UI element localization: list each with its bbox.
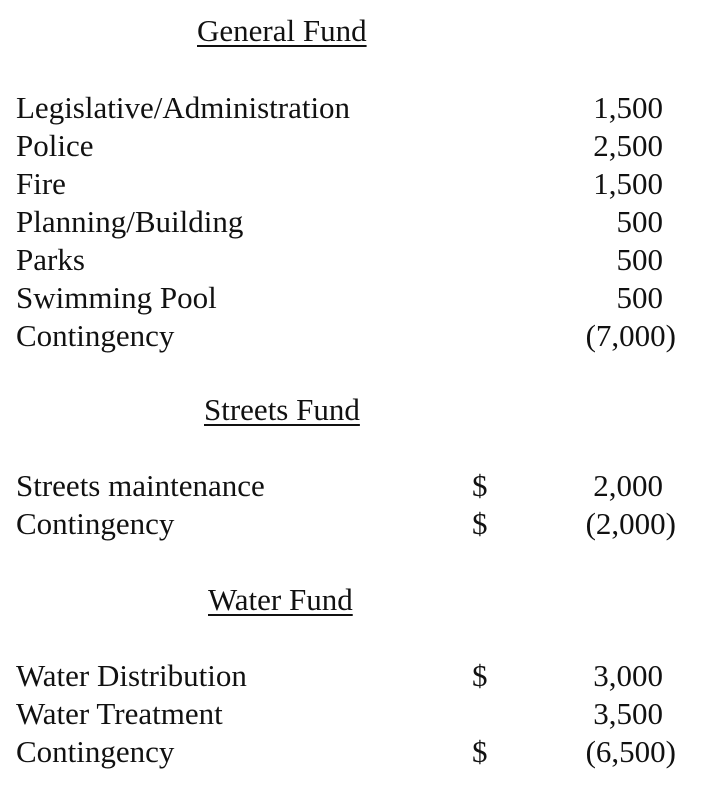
row-label: Fire <box>16 166 66 201</box>
row-amount: 500 <box>616 242 663 277</box>
table-row <box>16 505 676 543</box>
row-amount: 1,500 <box>593 166 663 201</box>
section-heading-general-fund: General Fund <box>197 13 367 48</box>
row-label: Contingency <box>16 734 175 769</box>
row-amount: (2,000) <box>585 506 676 541</box>
row-label: Water Distribution <box>16 658 247 693</box>
table-row <box>16 695 676 733</box>
water-fund-list <box>16 657 676 771</box>
table-row <box>16 317 676 355</box>
row-amount: 3,500 <box>593 696 663 731</box>
table-row <box>16 733 676 771</box>
table-row <box>16 467 676 505</box>
row-label: Swimming Pool <box>16 280 217 315</box>
row-label: Streets maintenance <box>16 468 265 503</box>
table-row <box>16 165 676 203</box>
section-heading-water-fund: Water Fund <box>208 582 353 617</box>
row-label: Legislative/Administration <box>16 90 351 125</box>
row-label: Contingency <box>16 318 175 353</box>
row-amount: 2,000 <box>593 468 663 503</box>
currency-symbol: $ <box>472 468 488 503</box>
currency-symbol: $ <box>472 506 488 541</box>
table-row <box>16 89 676 127</box>
row-label: Parks <box>16 242 85 277</box>
row-amount: (7,000) <box>585 318 676 353</box>
table-row <box>16 127 676 165</box>
row-amount: 500 <box>616 280 663 315</box>
row-label: Police <box>16 128 94 163</box>
general-fund-list <box>16 89 676 355</box>
row-amount: 1,500 <box>593 90 663 125</box>
row-amount: 500 <box>616 204 663 239</box>
section-heading-streets-fund: Streets Fund <box>204 392 360 427</box>
row-amount: 3,000 <box>593 658 663 693</box>
row-label: Planning/Building <box>16 204 244 239</box>
currency-symbol: $ <box>472 658 488 693</box>
table-row <box>16 203 676 241</box>
row-label: Water Treatment <box>16 696 223 731</box>
table-row <box>16 241 676 279</box>
currency-symbol: $ <box>472 734 488 769</box>
table-row <box>16 657 676 695</box>
row-label: Contingency <box>16 506 175 541</box>
row-amount: 2,500 <box>593 128 663 163</box>
row-amount: (6,500) <box>585 734 676 769</box>
streets-fund-list <box>16 467 676 543</box>
table-row <box>16 279 676 317</box>
